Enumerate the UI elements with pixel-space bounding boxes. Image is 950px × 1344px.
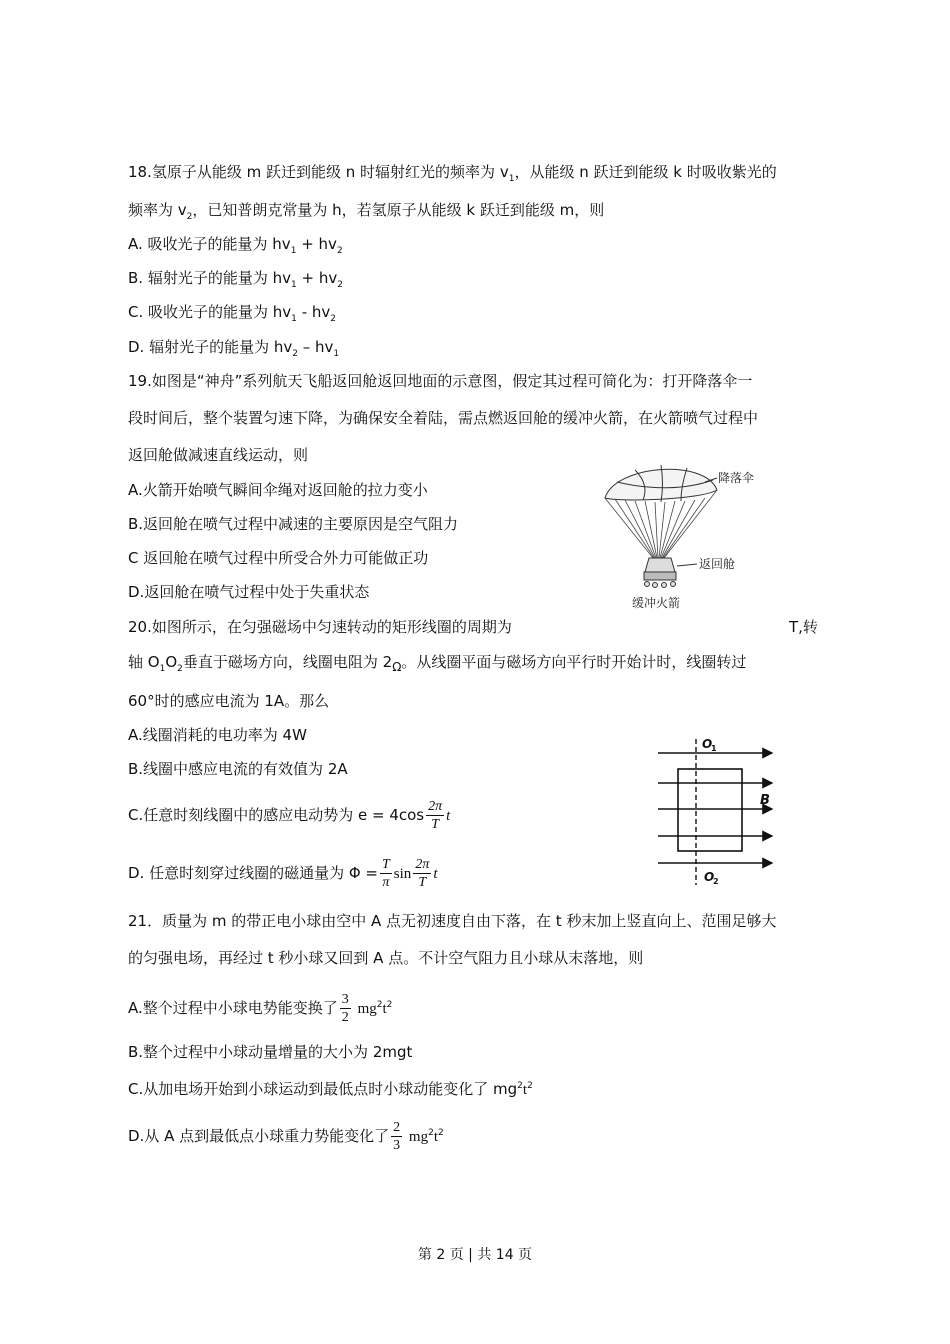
parachute-canopy (605, 465, 717, 502)
q21-option-d: D.从 A 点到最低点小球重力势能变化了 $\frac{2}{3}$ $mg^2t^2$ (128, 1120, 444, 1153)
label-line-capsule (677, 564, 697, 566)
label-parachute: 降落伞 (718, 471, 755, 485)
label-rocket: 缓冲火箭 (632, 596, 681, 610)
fraction-2pi-over-T-2: $\frac{2\pi}{T}$ (415, 857, 430, 890)
q19-option-a: A.火箭开始喷气瞬间伞绳对返回舱的拉力变小 (128, 481, 428, 499)
q18-stem-line1: 18.氢原子从能级 m 跃迁到能级 n 时辐射红光的频率为 $v_1$，从能级 n 跃迁到能级 k 时吸收紫光的 (128, 163, 777, 184)
q20-option-b: B.线圈中感应电流的有效值为 2A (128, 760, 348, 778)
q19-stem-line2: 段时间后，整个装置匀速下降，为确保安全着陆，需点燃返回舱的缓冲火箭，在火箭喷气过程中 (128, 409, 759, 427)
label-b: B (760, 793, 770, 808)
label-o1-sub: 1 (711, 744, 717, 753)
q21-stem-line2: 的匀强电场，再经过 t 秒小球又回到 A 点。不计空气阻力且小球从末落地，则 (128, 949, 644, 967)
q20-stem-line1-end: T,转 (789, 618, 818, 636)
q20-option-d: D. 任意时刻穿过线圈的磁通量为 Φ = $\frac{T}{\pi}$ sin $\frac{2\pi}{T}$ t (128, 857, 438, 890)
label-o2: O (704, 870, 715, 884)
q21-option-c: C.从加电场开始到小球运动到最低点时小球动能变化了 $mg^2t^2$ (128, 1080, 533, 1098)
q20-stem-line3: 60°时的感应电流为 1A。那么 (128, 692, 330, 710)
q19-stem-line3: 返回舱做减速直线运动，则 (128, 446, 309, 464)
parachute-figure (595, 460, 780, 615)
q19-stem-line1: 19.如图是“神舟”系列航天飞船返回舱返回地面的示意图，假定其过程可简化为：打开降落伞一 (128, 372, 753, 390)
fraction-2pi-over-T: $\frac{2\pi}{T}$ (428, 799, 443, 832)
rectangular-coil (678, 769, 742, 851)
q20-stem-line2: 轴 $O_1O_2$垂直于磁场方向，线圈电阻为 $2_\Omega$。从线圈平面与磁场方向平行时开始计时，线圈转过 (128, 653, 747, 674)
q20-option-a: A.线圈消耗的电功率为 4W (128, 726, 307, 744)
q19-option-c: C 返回舱在喷气过程中所受合外力可能做正功 (128, 549, 429, 567)
q20-stem-line1: 20.如图所示，在匀强磁场中匀速转动的矩形线圈的周期为 (128, 618, 512, 636)
page-footer: 第 2 页 | 共 14 页 (417, 1247, 533, 1263)
q21-stem-line1: 21．质量为 m 的带正电小球由空中 A 点无初速度自由下落，在 t 秒末加上竖直向上、范围足够大 (128, 912, 777, 930)
label-o1: O (702, 737, 713, 751)
q18-option-d: D. 辐射光子的能量为 $hv_2 - hv_1$ (128, 338, 340, 359)
q18-option-c: C. 吸收光子的能量为 $hv_1 - hv_2$ (128, 303, 336, 324)
fraction-3-over-2: $\frac{3}{2}$ (341, 992, 349, 1025)
label-capsule: 返回舱 (699, 557, 736, 571)
return-capsule (644, 558, 676, 588)
q18-stem-line2: 频率为 $v_2$，已知普朗克常量为 h，若氢原子从能级 k 跃迁到能级 m，则 (128, 201, 605, 222)
q19-option-d: D.返回舱在喷气过程中处于失重状态 (128, 583, 370, 601)
label-o2-sub: 2 (713, 877, 719, 886)
q20-option-c: C.任意时刻线圈中的感应电动势为 e = 4cos $\frac{2\pi}{T}$ t (128, 799, 451, 832)
coil-field-figure (650, 735, 790, 890)
q19-option-b: B.返回舱在喷气过程中减速的主要原因是空气阻力 (128, 515, 459, 533)
q18-option-b: B. 辐射光子的能量为 $hv_1 + hv_2$ (128, 269, 343, 290)
q21-option-a: A.整个过程中小球电势能变换了 $\frac{3}{2}$ $mg^2t^2$ (128, 992, 393, 1025)
fraction-2-over-3: $\frac{2}{3}$ (393, 1120, 401, 1153)
fraction-T-over-pi: $\frac{T}{\pi}$ (382, 857, 390, 890)
q21-option-b: B.整个过程中小球动量增量的大小为 2mgt (128, 1043, 413, 1061)
q18-option-a: A. 吸收光子的能量为 $hv_1 + hv_2$ (128, 235, 343, 256)
